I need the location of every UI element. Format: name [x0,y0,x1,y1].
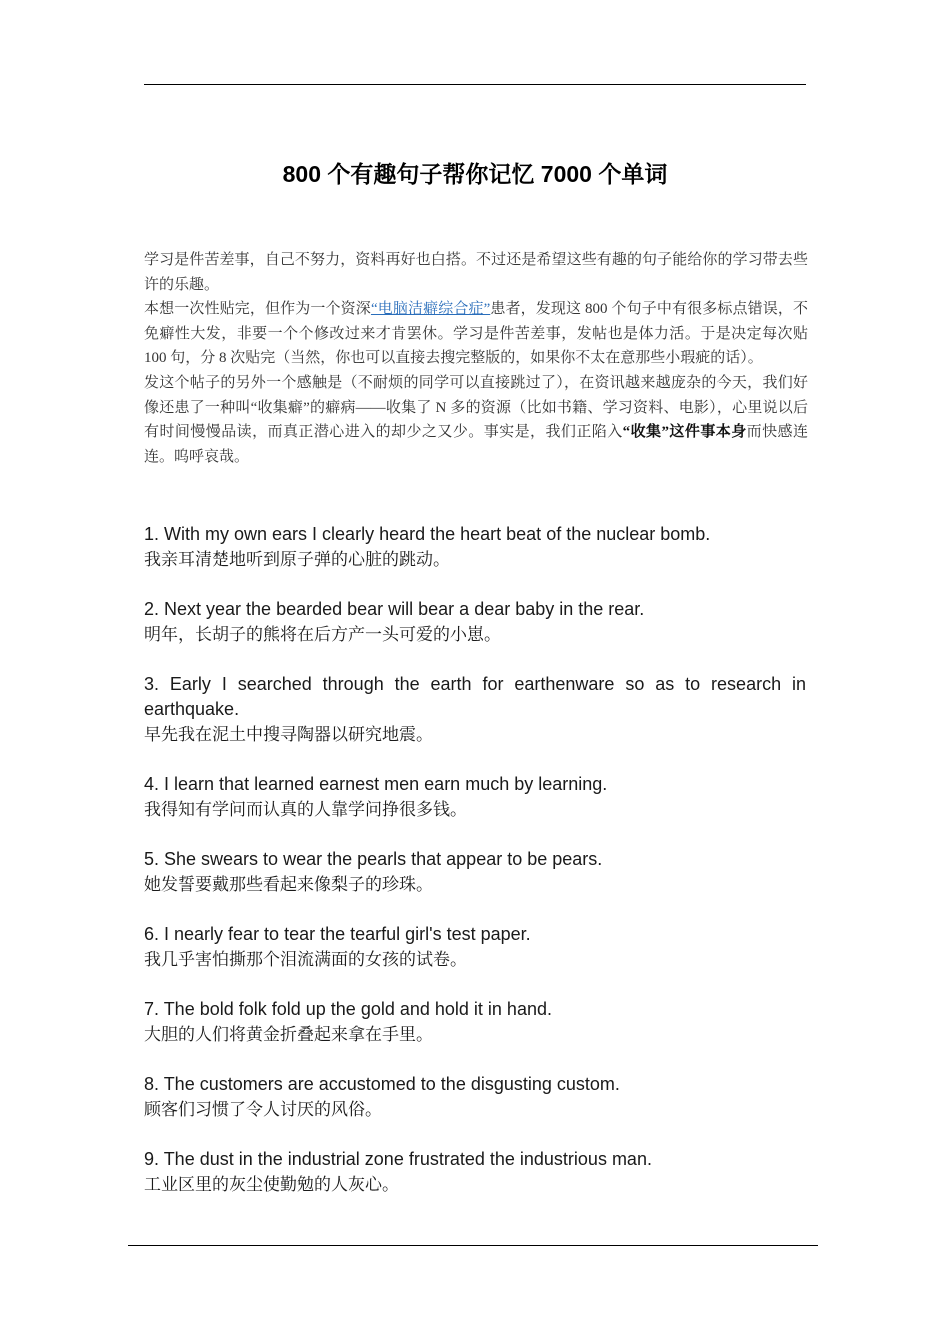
sentence-english: 9. The dust in the industrial zone frustrated the industrious man. [144,1149,652,1169]
sentence-english: 3. Early I searched through the earth for earthenware so as to research in earthquake. [144,674,806,719]
intro-paragraph-3-text-before: 发这个帖子的另外一个感触是（不耐烦的同学可以直接跳过了），在资讯越来越庞杂的今天，我们好像还患了一种叫“收集癖”的癖病——收集了 N 多的资源（比如书籍、学习资料、电影），心里说以后有时间慢慢品读，而真正潜心进入的却少之又少。事实是，我们正陷入 [144,374,808,441]
sentence-item [144,1072,806,1122]
intro-paragraph-3 [144,371,808,469]
sentence-english: 6. I nearly fear to tear the tearful girl's test paper. [144,924,531,944]
sentence-item [144,847,806,897]
intro-section [144,248,808,469]
sentence-list [144,522,806,1222]
sentence-english: 8. The customers are accustomed to the disgusting custom. [144,1074,620,1094]
sentence-english: 1. With my own ears I clearly heard the heart beat of the nuclear bomb. [144,524,711,544]
sentence-item [144,1147,806,1197]
intro-paragraph-3-emphasis: “收集”这件事本身 [622,424,747,441]
sentence-chinese: 明年，长胡子的熊将在后方产一头可爱的小崽。 [144,625,501,644]
sentence-english: 2. Next year the bearded bear will bear a dear baby in the rear. [144,599,645,619]
intro-paragraph-2-text-before: 本想一次性贴完，但作为一个资深 [144,301,371,318]
sentence-item [144,672,806,747]
sentence-item [144,597,806,647]
sentence-item [144,522,806,572]
intro-paragraph-3-text-after: 而快感连连。呜呼哀哉。 [144,424,808,465]
sentence-english: 5. She swears to wear the pearls that appear to be pears. [144,849,603,869]
intro-paragraph-1: 学习是件苦差事，自己不努力，资料再好也白搭。不过还是希望这些有趣的句子能给你的学习带去些许的乐趣。 [144,252,808,293]
sentence-chinese: 我亲耳清楚地听到原子弹的心脏的跳动。 [144,550,450,569]
sentence-item [144,772,806,822]
sentence-chinese: 我几乎害怕撕那个泪流满面的女孩的试卷。 [144,950,467,969]
sentence-chinese: 工业区里的灰尘使勤勉的人灰心。 [144,1175,399,1194]
sentence-chinese: 顾客们习惯了令人讨厌的风俗。 [144,1100,382,1119]
footer-rule [128,1245,818,1246]
sentence-chinese: 我得知有学问而认真的人靠学问挣很多钱。 [144,800,467,819]
header-rule [144,84,806,85]
sentence-chinese: 她发誓要戴那些看起来像梨子的珍珠。 [144,875,433,894]
page-title: 800 个有趣句子帮你记忆 7000 个单词 [282,161,668,187]
sentence-chinese: 大胆的人们将黄金折叠起来拿在手里。 [144,1025,433,1044]
sentence-english: 4. I learn that learned earnest men earn much by learning. [144,774,608,794]
sentence-chinese: 早先我在泥土中搜寻陶器以研究地震。 [144,725,433,744]
sentence-item [144,922,806,972]
intro-paragraph-2-text-after: 患者，发现这 800 个句子中有很多标点错误，不免癖性大发，非要一个个修改过来才肯罢休。学习是件苦差事，发帖也是体力活。于是决定每次贴 100 句，分 8 次贴完（当然，你也可以直接去搜完整版的，如果你不太在意那些小瑕疵的话）。 [144,301,808,367]
sentence-item [144,997,806,1047]
intro-paragraph-2 [144,297,808,371]
sentence-english: 7. The bold folk fold up the gold and hold it in hand. [144,999,552,1019]
computer-cleanliness-link[interactable]: “电脑洁癖综合症” [370,301,491,318]
